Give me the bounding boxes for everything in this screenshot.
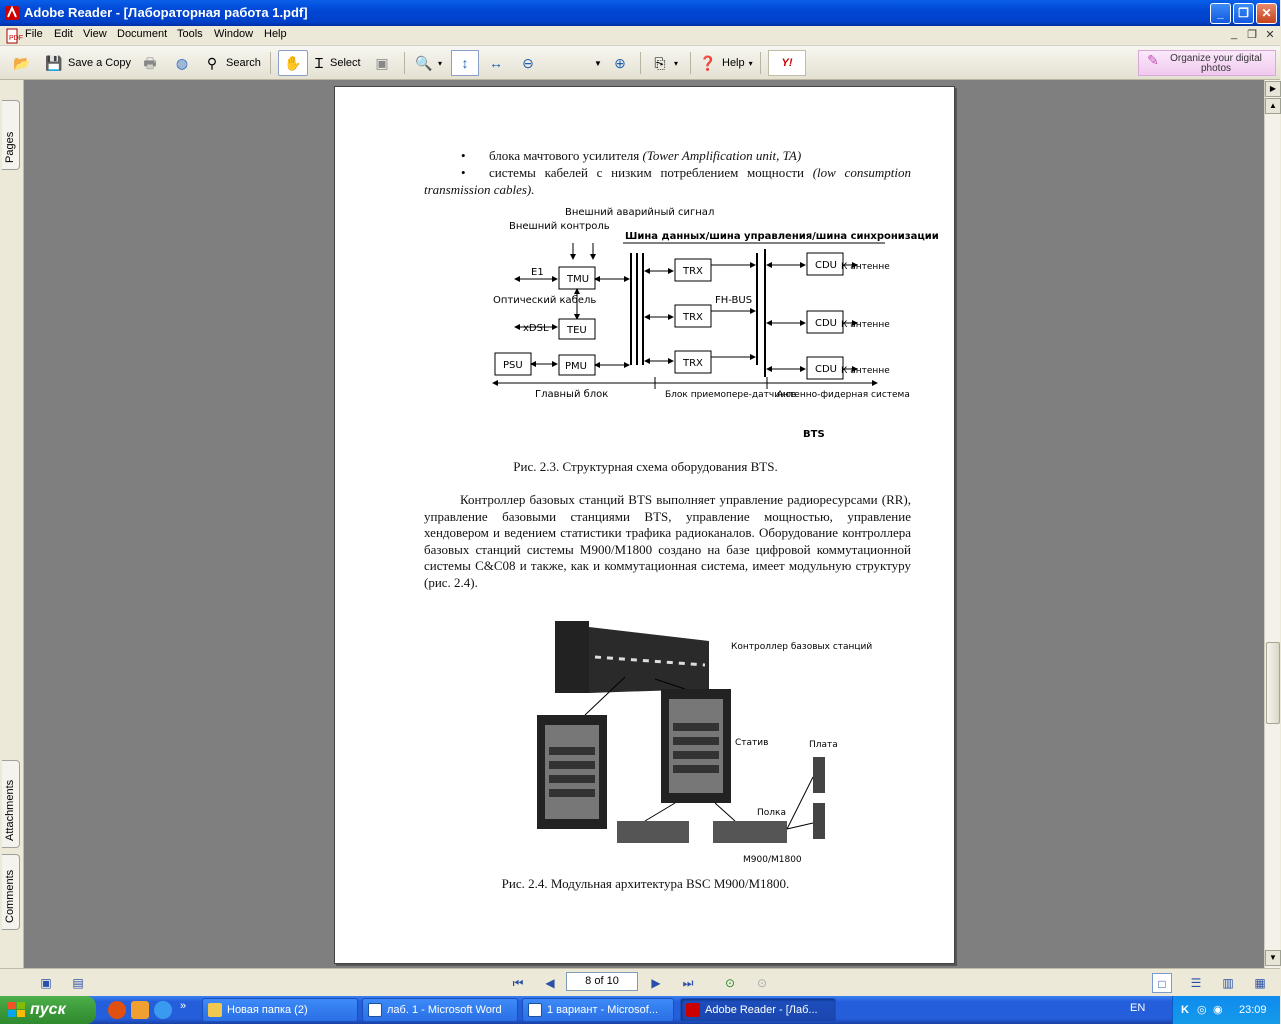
tab-pages-label: Pages	[4, 131, 16, 163]
binoculars-icon: ⚲	[206, 55, 218, 71]
system-tray	[1172, 996, 1280, 1024]
taskbar-item-folder[interactable]	[202, 998, 358, 1022]
to-antenna-label: К антенне	[841, 262, 890, 272]
menu-document[interactable]: Document	[117, 28, 168, 40]
menu-file[interactable]: File	[25, 28, 43, 40]
floppy-disk-icon: 💾	[45, 55, 63, 71]
opera-icon[interactable]	[108, 1001, 126, 1019]
doc-minimize-button[interactable]: _	[1230, 28, 1238, 40]
help-label: Help	[722, 57, 745, 69]
email-button[interactable]	[172, 50, 196, 76]
internet-explorer-icon[interactable]	[154, 1001, 172, 1019]
go-back-button[interactable]: ⊙	[724, 976, 736, 990]
menu-edit[interactable]: Edit	[54, 28, 73, 40]
tmu-label: TMU	[567, 274, 590, 285]
select-label: Select	[330, 57, 361, 69]
chevron-right-icon[interactable]: »	[180, 1000, 187, 1012]
antenna-system-label: Антенно-фидерная система	[777, 390, 910, 400]
tab-pages[interactable]	[2, 100, 20, 170]
hand-tool-button[interactable]	[278, 50, 308, 76]
bullet-text: блока мачтового усилителя	[489, 148, 643, 163]
fit-page-icon: ↕	[461, 55, 469, 71]
minimize-button[interactable]: _	[1210, 3, 1231, 24]
taskbar-item-label: лаб. 1 - Microsoft Word	[387, 1004, 502, 1016]
printer-icon: 🖶	[143, 55, 157, 71]
bullet-item	[424, 165, 911, 198]
menu-view[interactable]: View	[83, 28, 107, 40]
fhbus-label: FH-BUS	[715, 295, 753, 306]
cdu-label: CDU	[815, 364, 838, 375]
page-rotate-icon: ⎘	[654, 55, 666, 71]
go-forward-button[interactable]: ⊙	[756, 976, 768, 990]
ext-alarm-label: Внешний аварийный сигнал	[565, 207, 715, 218]
cdu-label: CDU	[815, 260, 838, 271]
facing-layout-icon[interactable]: ▥	[1222, 976, 1234, 990]
continuous-layout-icon[interactable]: ☰	[1190, 976, 1202, 990]
taskbar-item-word2[interactable]	[522, 998, 674, 1022]
bullet-icon: •	[461, 148, 466, 163]
search-label: Search	[226, 57, 261, 69]
bullet-item	[489, 148, 869, 165]
toolbar-separator	[270, 52, 271, 74]
trx-label: TRX	[683, 266, 703, 277]
tab-comments[interactable]	[2, 854, 20, 930]
transceiver-block-label: Блок приемопере-датчиков	[665, 390, 797, 400]
taskbar-item-label: Adobe Reader - [Лаб...	[705, 1004, 818, 1016]
toolbar	[0, 46, 1280, 80]
window-title: Adobe Reader - [Лабораторная работа 1.pdf]	[24, 5, 308, 20]
bts-label: BTS	[803, 429, 825, 440]
scroll-right-arrow[interactable]: ▶	[1265, 81, 1281, 97]
messenger-icon[interactable]: ◎	[1197, 1004, 1207, 1016]
board-label: Плата	[809, 740, 838, 750]
taskbar-item-label: Новая папка (2)	[227, 1004, 308, 1016]
start-label: пуск	[30, 1001, 66, 1018]
zoom-in-tool-button[interactable]	[414, 50, 442, 76]
previous-page-button[interactable]: ◀	[545, 976, 555, 990]
zoom-dropdown[interactable]	[594, 50, 602, 76]
teu-label: TEU	[567, 325, 587, 336]
figure-caption: Рис. 2.3. Структурная схема оборудования BTS.	[513, 459, 778, 474]
zoom-in-button[interactable]	[610, 50, 634, 76]
title-bar	[0, 0, 1280, 26]
toolbar-separator	[690, 52, 691, 74]
windows-flag-icon	[8, 1002, 26, 1018]
quicklaunch-icon[interactable]	[131, 1001, 149, 1019]
tab-attachments-label: Attachments	[4, 779, 16, 841]
view-single-icon[interactable]: ▣	[40, 976, 52, 990]
help-button[interactable]	[698, 50, 753, 76]
chevron-down-icon: ▾	[438, 58, 443, 68]
body-paragraph: Контроллер базовых станций BTS выполняет управление радиоресурсами (RR), управление базовыми станциями BTS, управление мощностью, управление хендовером и ведением статистики трафика радиоканалов. Оборудование контроллера базовых станций системы M900/M1800 создано на базе цифровой коммутационной системы C&C08 и также, как и коммутационная система, имеет модульную структуру (рис. 2.4).	[424, 492, 911, 590]
navigation-panel	[0, 80, 24, 968]
camera-icon: ▣	[375, 55, 389, 71]
bullet-italic: (Tower Amplification unit, TA)	[642, 148, 802, 163]
toolbar-separator	[640, 52, 641, 74]
bsc-architecture-figure	[525, 617, 873, 867]
promo-label: Organize your digital photos	[1170, 53, 1262, 74]
figure-caption: Рис. 2.4. Модульная архитектура BSC M900/M1800.	[501, 876, 790, 891]
pen-icon: ✎	[1147, 52, 1159, 68]
taskbar-item-adobe-reader[interactable]	[680, 998, 836, 1022]
toolbar-separator	[404, 52, 405, 74]
save-copy-label: Save a Copy	[68, 57, 131, 69]
folder-icon	[208, 1003, 222, 1017]
bts-diagram	[485, 205, 939, 445]
taskbar-item-word1[interactable]	[362, 998, 518, 1022]
last-page-button[interactable]: ⏭	[682, 976, 694, 990]
chevron-down-icon: ▾	[674, 58, 679, 68]
to-antenna-label: К антенне	[841, 320, 890, 330]
controller-label: Контроллер базовых станций	[731, 642, 873, 652]
document-icon	[4, 28, 23, 44]
single-page-layout-icon[interactable]: □	[1152, 973, 1172, 993]
bullet-icon: •	[461, 165, 466, 180]
tab-attachments[interactable]	[2, 760, 20, 848]
status-bar	[0, 968, 1280, 996]
psu-label: PSU	[503, 360, 523, 371]
word-icon	[528, 1003, 542, 1017]
xdsl-label: xDSL	[523, 323, 549, 334]
start-button[interactable]	[0, 996, 96, 1024]
menu-bar	[0, 26, 1280, 46]
hand-icon: ✋	[284, 55, 302, 71]
chevron-down-icon: ▾	[748, 58, 753, 68]
cdu-label: CDU	[815, 318, 838, 329]
doc-restore-button[interactable]: ❐	[1247, 29, 1257, 41]
chevron-down-icon: ▼	[594, 58, 602, 68]
controller-rack-image	[555, 621, 589, 693]
magnifier-plus-icon: 🔍	[415, 55, 433, 71]
model-label: M900/M1800	[743, 855, 802, 865]
taskbar	[0, 996, 1280, 1024]
next-page-button[interactable]: ▶	[651, 976, 661, 990]
continuous-facing-layout-icon[interactable]: ▦	[1254, 976, 1266, 990]
language-indicator[interactable]: EN	[1130, 1002, 1146, 1014]
shelf-label: Полка	[757, 808, 786, 818]
fit-width-icon: ↔	[489, 55, 503, 71]
promo-button[interactable]	[1138, 50, 1276, 76]
globe-email-icon: ◍	[175, 55, 189, 71]
svg-text:PDF: PDF	[9, 35, 23, 42]
maximize-button[interactable]: ❐	[1233, 3, 1254, 24]
page-number-input[interactable]: 8 of 10	[566, 972, 638, 991]
bus-label: Шина данных/шина управления/шина синхронизации	[625, 231, 939, 242]
open-button[interactable]	[12, 50, 36, 76]
bullet-italic: (low consumption transmission cables).	[424, 165, 912, 197]
scroll-up-arrow[interactable]: ▲	[1265, 98, 1281, 114]
pmu-label: PMU	[565, 361, 587, 372]
save-copy-button[interactable]	[44, 50, 131, 76]
ext-control-label: Внешний контроль	[509, 221, 610, 232]
fit-page-button[interactable]	[451, 50, 479, 76]
view-page-icon[interactable]: ▤	[72, 976, 84, 990]
snapshot-tool-button[interactable]	[372, 50, 396, 76]
help-icon: ❓	[699, 55, 717, 71]
to-antenna-label: К антенне	[841, 366, 890, 376]
e1-label: E1	[531, 267, 544, 278]
adobe-reader-icon	[4, 5, 20, 21]
kaspersky-icon[interactable]: K	[1181, 1004, 1189, 1016]
text-cursor-icon: Ɪ	[315, 55, 323, 71]
taskbar-item-label: 1 вариант - Microsof...	[547, 1004, 659, 1016]
search-button[interactable]	[202, 50, 261, 76]
pdf-page	[334, 86, 955, 964]
main-block-label: Главный блок	[535, 389, 609, 400]
toolbar-separator	[760, 52, 761, 74]
select-tool-button[interactable]	[312, 50, 361, 76]
plus-circle-icon: ⊕	[614, 55, 626, 71]
rotate-view-button[interactable]	[650, 50, 678, 76]
bullet-text: системы кабелей с низким потреблением мощности	[489, 165, 813, 180]
rack-label: Статив	[735, 738, 769, 748]
optical-label: Оптический кабель	[493, 295, 597, 306]
fit-width-button[interactable]	[486, 50, 510, 76]
close-button[interactable]: ✕	[1256, 3, 1277, 24]
clock: 23:09	[1239, 1004, 1267, 1016]
vertical-scrollbar[interactable]	[1264, 80, 1280, 968]
adobe-reader-icon	[686, 1003, 700, 1017]
word-icon	[368, 1003, 382, 1017]
print-button[interactable]	[140, 50, 164, 76]
scroll-thumb[interactable]	[1266, 642, 1280, 724]
menu-tools[interactable]: Tools	[177, 28, 203, 40]
tab-comments-label: Comments	[4, 869, 16, 923]
scroll-down-arrow[interactable]: ▼	[1265, 950, 1281, 966]
menu-window[interactable]: Window	[214, 28, 254, 40]
doc-close-button[interactable]: ✕	[1265, 29, 1275, 41]
zoom-out-button[interactable]	[518, 50, 542, 76]
folder-open-icon: 📂	[13, 55, 31, 71]
first-page-button[interactable]: ⏮	[512, 976, 524, 990]
speaker-icon[interactable]: ◉	[1213, 1004, 1223, 1016]
yahoo-button[interactable]	[768, 50, 806, 76]
trx-label: TRX	[683, 312, 703, 323]
menu-help[interactable]: Help	[264, 28, 287, 40]
trx-label: TRX	[683, 358, 703, 369]
minus-circle-icon: ⊖	[522, 55, 534, 71]
yahoo-icon: Y!	[781, 57, 793, 69]
